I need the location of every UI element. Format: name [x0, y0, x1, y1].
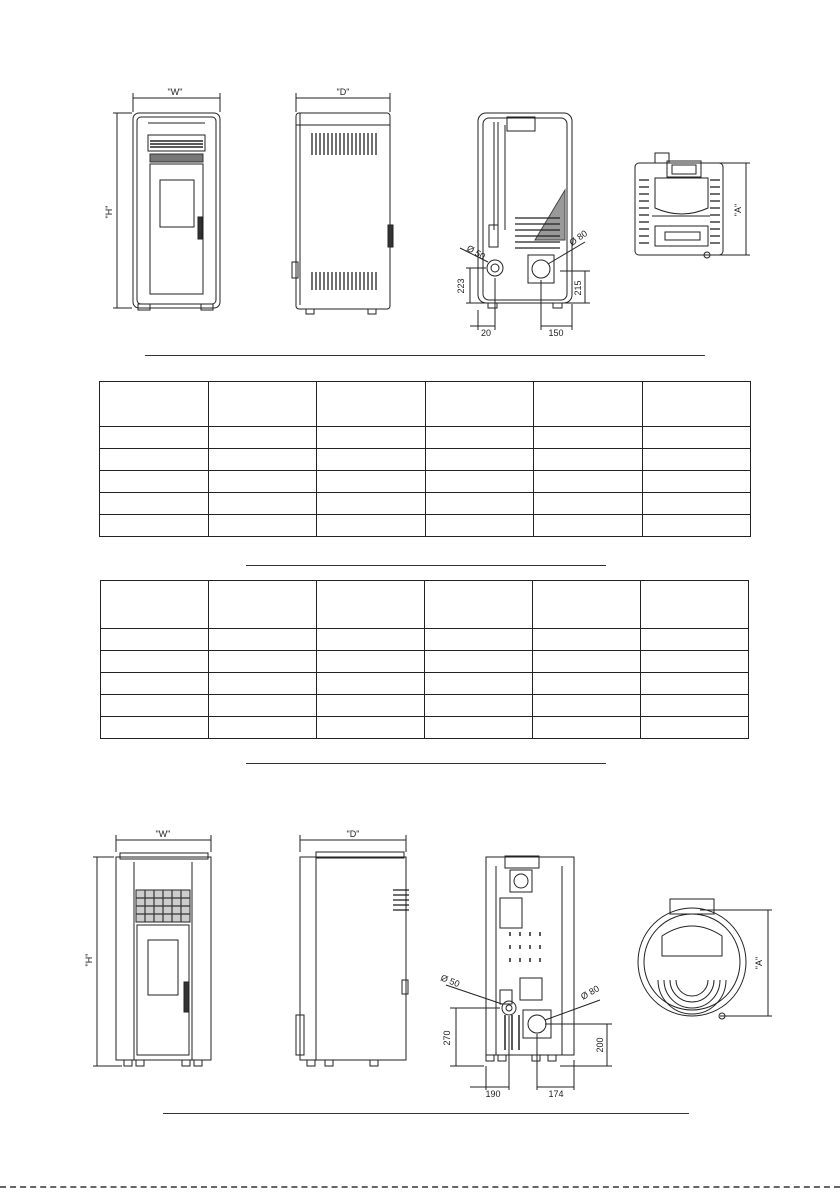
table-cell — [101, 581, 209, 629]
bottom-rear-outlet-diameter: Ø 80 — [579, 983, 601, 1002]
top-front-height-label: "H" — [104, 205, 114, 219]
table-cell — [425, 515, 534, 537]
bottom-rear-outlet-offset: 174 — [548, 1089, 564, 1099]
table-cell — [641, 629, 749, 651]
table-cell — [100, 515, 209, 537]
table-cell — [642, 515, 751, 537]
table-cell — [533, 673, 641, 695]
table-cell — [642, 471, 751, 493]
table-cell — [100, 427, 209, 449]
table-cell — [317, 493, 426, 515]
table-cell — [533, 629, 641, 651]
table-row — [101, 629, 749, 651]
table-row — [100, 427, 751, 449]
table-cell — [641, 717, 749, 739]
table-cell — [642, 493, 751, 515]
table-cell — [425, 427, 534, 449]
table-cell — [425, 471, 534, 493]
table-cell — [425, 449, 534, 471]
table-row — [100, 493, 751, 515]
dimension-table-1 — [99, 381, 751, 537]
table-cell — [317, 717, 425, 739]
table-cell — [425, 673, 533, 695]
front-view-top — [113, 93, 220, 310]
side-view-bottom — [296, 835, 409, 1066]
table-cell — [534, 427, 643, 449]
bottom-rear-inlet-offset: 190 — [485, 1089, 501, 1099]
stove-drawings-top — [0, 0, 840, 345]
table-cell — [101, 695, 209, 717]
table-cell — [534, 493, 643, 515]
table-cell — [317, 629, 425, 651]
table-cell — [100, 449, 209, 471]
table-cell — [208, 382, 317, 427]
table-cell — [209, 717, 317, 739]
top-view-clearance-label: "A" — [733, 203, 743, 217]
table-cell — [100, 493, 209, 515]
page-edge-dashes — [0, 1186, 840, 1188]
table-cell — [209, 651, 317, 673]
table-cell — [209, 581, 317, 629]
table-cell — [425, 717, 533, 739]
section-rule-1 — [145, 355, 705, 356]
table-cell — [641, 651, 749, 673]
table-cell — [642, 427, 751, 449]
table-cell — [209, 629, 317, 651]
table-cell — [533, 651, 641, 673]
front-view-bottom — [93, 835, 211, 1066]
table-cell — [209, 695, 317, 717]
top-rear-inlet-height: 223 — [456, 278, 466, 294]
top-rear-outlet-height: 215 — [573, 280, 583, 296]
table-cell — [425, 382, 534, 427]
top-side-depth-label: "D" — [336, 87, 350, 97]
table-cell — [317, 581, 425, 629]
section-rule-3 — [246, 763, 606, 764]
table-row — [101, 673, 749, 695]
table-row — [101, 717, 749, 739]
table-cell — [317, 515, 426, 537]
top-rear-outlet-offset: 150 — [548, 328, 564, 338]
stove-drawings-bottom — [0, 815, 840, 1115]
table-cell — [425, 493, 534, 515]
rear-view-top — [460, 113, 590, 330]
bottom-front-height-label: "H" — [84, 953, 94, 967]
table-cell — [641, 673, 749, 695]
top-rear-inlet-offset: 20 — [480, 328, 492, 338]
bottom-front-width-label: "W" — [155, 829, 171, 839]
table-cell — [534, 471, 643, 493]
table-cell — [534, 449, 643, 471]
table-cell — [533, 581, 641, 629]
table-cell — [317, 449, 426, 471]
table-cell — [642, 449, 751, 471]
table-cell — [317, 427, 426, 449]
table-cell — [317, 651, 425, 673]
table-cell — [101, 717, 209, 739]
table-row — [101, 695, 749, 717]
table-cell — [101, 629, 209, 651]
bottom-rear-inlet-diameter: Ø 50 — [439, 972, 462, 990]
table-cell — [208, 449, 317, 471]
table-cell — [208, 471, 317, 493]
table-cell — [317, 695, 425, 717]
table-cell — [425, 695, 533, 717]
table-cell — [208, 515, 317, 537]
table-cell — [209, 673, 317, 695]
table-cell — [641, 581, 749, 629]
table-cell — [317, 673, 425, 695]
table-cell — [425, 651, 533, 673]
table-cell — [425, 581, 533, 629]
top-rear-inlet-diameter: Ø 50 — [465, 243, 487, 262]
dimension-table-2 — [100, 580, 749, 739]
top-front-width-label: "W" — [167, 87, 183, 97]
section-rule-2 — [246, 565, 606, 566]
table-cell — [317, 382, 426, 427]
section-rule-4 — [163, 1113, 689, 1114]
bottom-rear-outlet-height: 200 — [595, 1037, 605, 1053]
table-cell — [425, 629, 533, 651]
table-cell — [208, 493, 317, 515]
table-cell — [208, 427, 317, 449]
table-header-row — [101, 581, 749, 629]
table-row — [100, 449, 751, 471]
top-rear-outlet-diameter: Ø 80 — [567, 228, 590, 248]
table-cell — [101, 673, 209, 695]
table-cell — [101, 651, 209, 673]
table-cell — [100, 382, 209, 427]
table-cell — [100, 471, 209, 493]
bottom-top-view-clearance-label: "A" — [754, 956, 764, 970]
table-cell — [533, 695, 641, 717]
rear-view-bottom — [446, 856, 612, 1090]
table-row — [100, 515, 751, 537]
table-cell — [534, 382, 643, 427]
bottom-rear-inlet-height: 270 — [442, 1030, 452, 1046]
top-view-bottom — [638, 899, 772, 1019]
table-cell — [642, 382, 751, 427]
table-row — [101, 651, 749, 673]
side-view-top — [292, 93, 393, 314]
table-row — [100, 471, 751, 493]
bottom-side-depth-label: "D" — [346, 829, 360, 839]
table-header-row — [100, 382, 751, 427]
table-cell — [534, 515, 643, 537]
table-cell — [533, 717, 641, 739]
table-cell — [317, 471, 426, 493]
table-cell — [641, 695, 749, 717]
